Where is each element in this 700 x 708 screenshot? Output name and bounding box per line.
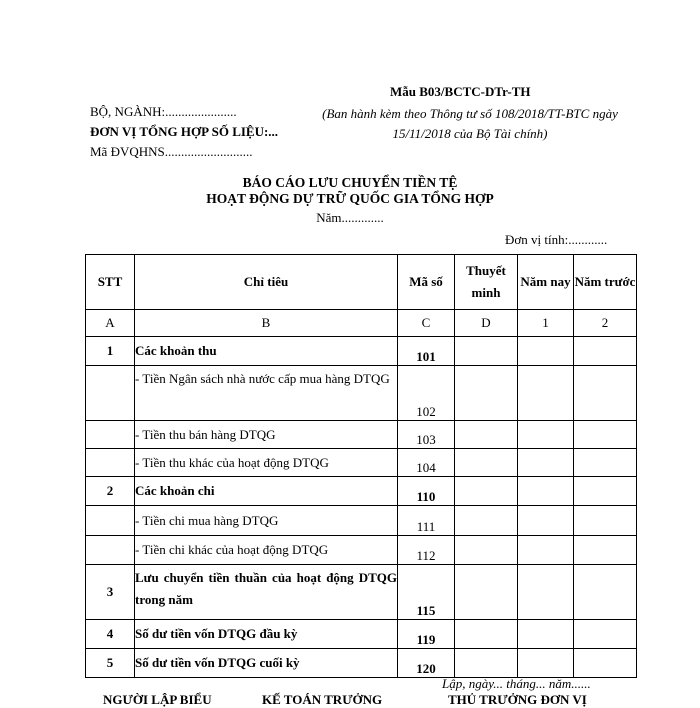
row-this-year: [518, 620, 574, 649]
row-stt: [86, 536, 135, 565]
table-row: [86, 565, 637, 620]
header-stt: STT: [86, 255, 135, 310]
header-code: Mã số: [398, 255, 455, 310]
row-code: 103: [398, 421, 455, 449]
row-note: [455, 506, 518, 536]
row-this-year: [518, 506, 574, 536]
row-stt: [86, 449, 135, 477]
table-row: [86, 506, 637, 536]
row-note: [455, 565, 518, 620]
row-note: [455, 477, 518, 506]
row-last-year: [574, 649, 637, 678]
row-this-year: [518, 337, 574, 366]
report-subtitle: HOẠT ĐỘNG DỰ TRỮ QUỐC GIA TỔNG HỢP: [206, 191, 494, 206]
currency-unit: Đơn vị tính:............: [505, 232, 608, 247]
row-last-year: [574, 366, 637, 421]
row-item: Số dư tiền vốn DTQG đầu kỳ: [135, 620, 398, 649]
row-code: 111: [398, 506, 455, 536]
unit-code-line: Mã ĐVQHNS...........................: [90, 144, 253, 159]
row-code: 101: [398, 337, 455, 366]
report-title: BÁO CÁO LƯU CHUYỂN TIỀN TỆ: [242, 175, 458, 190]
table-row: [86, 366, 637, 421]
table-row: [86, 536, 637, 565]
row-last-year: [574, 565, 637, 620]
header-last-year: Năm trước: [574, 255, 637, 310]
unit-name-line: ĐƠN VỊ TỔNG HỢP SỐ LIỆU:...: [90, 124, 279, 139]
cash-flow-table: [85, 254, 637, 678]
report-year: Năm.............: [316, 210, 384, 225]
row-this-year: [518, 536, 574, 565]
row-note: [455, 337, 518, 366]
row-stt: 5: [86, 649, 135, 678]
ministry-line: BỘ, NGÀNH:......................: [90, 104, 237, 119]
letter-cell: 1: [518, 310, 574, 337]
row-note: [455, 366, 518, 421]
letter-cell: B: [135, 310, 398, 337]
form-code: Mẫu B03/BCTC-DTr-TH: [390, 84, 531, 99]
row-code: 120: [398, 649, 455, 678]
row-item: - Tiền chi mua hàng DTQG: [135, 506, 398, 536]
row-note: [455, 421, 518, 449]
letter-cell: C: [398, 310, 455, 337]
row-code: 115: [398, 565, 455, 620]
row-item: Số dư tiền vốn DTQG cuối kỳ: [135, 649, 398, 678]
signature-chief-accountant: KẾ TOÁN TRƯỞNG: [262, 692, 383, 707]
row-stt: 3: [86, 565, 135, 620]
table-row: [86, 620, 637, 649]
row-this-year: [518, 649, 574, 678]
letter-cell: 2: [574, 310, 637, 337]
header-item: Chỉ tiêu: [135, 255, 398, 310]
row-last-year: [574, 337, 637, 366]
row-last-year: [574, 506, 637, 536]
row-code: 104: [398, 449, 455, 477]
row-note: [455, 649, 518, 678]
row-item: - Tiền thu bán hàng DTQG: [135, 421, 398, 449]
row-stt: [86, 366, 135, 421]
header-this-year: Năm nay: [518, 255, 574, 310]
row-last-year: [574, 620, 637, 649]
row-code: 110: [398, 477, 455, 506]
table-row: [86, 337, 637, 366]
row-last-year: [574, 449, 637, 477]
issued-by-note: (Ban hành kèm theo Thông tư số 108/2018/TT-BTC ngày 15/11/2018 của Bộ Tài chính): [322, 106, 618, 141]
table-row: [86, 649, 637, 678]
row-code: 119: [398, 620, 455, 649]
row-code: 112: [398, 536, 455, 565]
row-note: [455, 620, 518, 649]
row-this-year: [518, 477, 574, 506]
row-item: Lưu chuyển tiền thuần của hoạt động DTQG trong năm: [135, 565, 398, 620]
row-item: - Tiền chi khác của hoạt động DTQG: [135, 536, 398, 565]
signature-head: THỦ TRƯỞNG ĐƠN VỊ: [448, 692, 587, 707]
row-this-year: [518, 366, 574, 421]
row-last-year: [574, 536, 637, 565]
row-stt: [86, 421, 135, 449]
row-last-year: [574, 477, 637, 506]
row-code: 102: [398, 366, 455, 421]
table-row: [86, 449, 637, 477]
header-note: Thuyết minh: [455, 255, 518, 310]
table-row: [86, 477, 637, 506]
table-row: [86, 421, 637, 449]
letter-cell: A: [86, 310, 135, 337]
row-note: [455, 449, 518, 477]
row-last-year: [574, 421, 637, 449]
row-stt: 4: [86, 620, 135, 649]
row-item: - Tiền Ngân sách nhà nước cấp mua hàng DTQG: [135, 366, 398, 421]
prepared-date-line: Lập, ngày... tháng... năm......: [442, 676, 591, 691]
letter-cell: D: [455, 310, 518, 337]
row-stt: [86, 506, 135, 536]
row-item: Các khoản chi: [135, 477, 398, 506]
signature-preparer: NGƯỜI LẬP BIỂU: [103, 692, 212, 707]
row-stt: 2: [86, 477, 135, 506]
row-note: [455, 536, 518, 565]
row-stt: 1: [86, 337, 135, 366]
row-item: Các khoản thu: [135, 337, 398, 366]
row-this-year: [518, 449, 574, 477]
row-item: - Tiền thu khác của hoạt động DTQG: [135, 449, 398, 477]
row-this-year: [518, 421, 574, 449]
row-this-year: [518, 565, 574, 620]
